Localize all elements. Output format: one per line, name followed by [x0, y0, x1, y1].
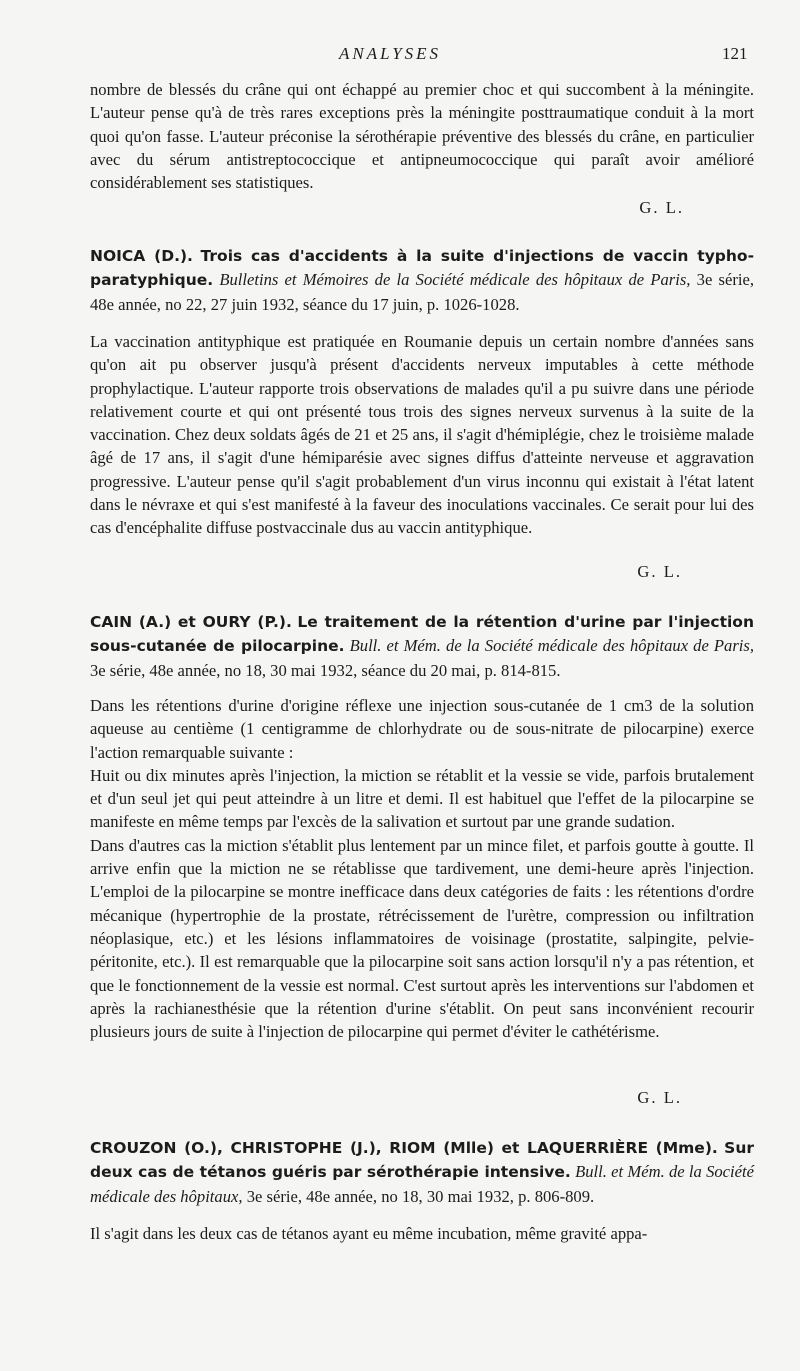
article-title: Le traitement de la rétention d'urine par l'injection sous-cutanée de pilocarpine.: [90, 613, 754, 656]
article-authors: CROUZON (O.), CHRISTOPHE (J.), RIOM (Mlle) et LAQUERRIÈRE (Mme).: [90, 1139, 718, 1157]
signature: G. L.: [637, 562, 682, 581]
article-details: 3e série, 48e année, no 18, 30 mai 1932, séance du 20 mai, p. 814-815.: [90, 660, 561, 680]
article-source: Bulletins et Mémoires de la Société médicale des hôpitaux de Paris,: [219, 270, 691, 290]
continuation-paragraph: [90, 78, 754, 194]
article-authors: NOICA (D.).: [90, 247, 193, 265]
article-body: [90, 1222, 754, 1245]
article-body: [90, 694, 754, 1043]
article-details: 3e série, 48e année, no 22, 27 juin 1932, séance du 17 juin, p. 1026-1028.: [90, 270, 754, 314]
article-authors: CAIN (A.) et OURY (P.).: [90, 613, 292, 631]
article-paragraph: Huit ou dix minutes après l'injection, la miction se rétablit et la vessie se vide, parfois brutalement et d'un seul jet qui peut atteindre à un litre et demi. Il est habituel que l'effet de la pilocarpine se manifeste en même temps par l'excès de la salivation et surtout par une grande sudation.: [90, 765, 754, 832]
article-paragraph: Dans les rétentions d'urine d'origine réflexe une injection sous-cutanée de 1 cm3 de la solution aqueuse au centième (1 centigramme de chlorhydrate ou de sous-nitrate de pilocarpine) exerce l'action remarquable suivante :: [90, 696, 754, 762]
article-title: Trois cas d'accidents à la suite d'injections de vaccin typho-paratyphique.: [90, 247, 755, 290]
article-details: 3e série, 48e année, no 18, 30 mai 1932, p. 806-809.: [246, 1186, 595, 1206]
signature: G. L.: [639, 198, 684, 217]
article-title: Sur deux cas de tétanos guéris par sérothérapie intensive.: [90, 1139, 755, 1182]
article-header: [90, 1136, 754, 1208]
article-paragraph: La vaccination antityphique est pratiquée en Roumanie depuis un certain nombre d'années sans qu'on ait pu observer jusqu'à présent d'accidents nerveux imputables à cette méthode prophylactique. L'auteur rapporte trois observations de malades qu'il a pu suivre dans une période relativement courte et qui ont présenté tous trois des signes nerveux survenus à la suite de la vaccination. Chez deux soldats âgés de 21 et 25 ans, il s'agit d'hémiplégie, chez le troisième malade âgé de 17 ans, il s'agit d'une hémiparésie avec signes diffus d'atteinte nerveuse et aggravation progressive. L'auteur pense qu'il s'agit probablement d'un virus inconnu qui existait à l'état latent dans le névraxe et qui s'est manifesté à la faveur des inoculations vaccinales. Ce serait pour lui des cas d'encéphalite diffuse postvaccinale dus au vaccin antityphique.: [90, 332, 754, 538]
continuation-text: nombre de blessés du crâne qui ont échappé au premier choc et qui succombent à la méningite. L'auteur pense qu'à de très rares exceptions près la méningite posttraumatique conduit à la mort quoi qu'on fasse. L'auteur préconise la sérothérapie préventive des blessés du crâne, en particulier avec du sérum antistreptococcique et antipneumococcique qui paraît avoir amélioré considérablement ses statistiques.: [90, 80, 754, 193]
page-number: 121: [722, 44, 748, 63]
article-source: Bull. et Mém. de la Société médicale des hôpitaux de Paris,: [349, 636, 755, 656]
signature: G. L.: [637, 1088, 682, 1107]
running-head-title: ANALYSES: [338, 44, 442, 63]
running-head: [0, 44, 800, 64]
article-body: [90, 330, 754, 540]
article-header: [90, 244, 754, 316]
article-paragraph: Il s'agit dans les deux cas de tétanos ayant eu même incubation, même gravité appa-: [90, 1224, 648, 1243]
article-header: [90, 610, 754, 682]
article-paragraph: Dans d'autres cas la miction s'établit plus lentement par un mince filet, et parfois goutte à goutte. Il arrive enfin que la miction ne se rétablisse que tardivement, une demi-heure après l'injection. L'emploi de la pilocarpine se montre inefficace dans deux catégories de faits : les rétentions d'ordre mécanique (hypertrophie de la prostate, rétrécissement de l'urètre, compression ou infiltration néoplasique, etc.) et les lésions inflammatoires de voisinage (prostatite, salpingite, pelvie-péritonite, etc.). Il est remarquable que la pilocarpine soit sans action lorsqu'il n'y a pas rétention, et que le fonctionnement de la vessie est normal. C'est surtout après les interventions sur l'abdomen et après la rachianesthésie que la rétention d'urine s'établit. On peut sans inconvénient recourir plusieurs jours de suite à l'injection de pilocarpine qui permet d'éviter le cathétérisme.: [90, 835, 754, 1042]
article-source: Bull. et Mém. de la Société médicale des hôpitaux,: [90, 1162, 755, 1206]
